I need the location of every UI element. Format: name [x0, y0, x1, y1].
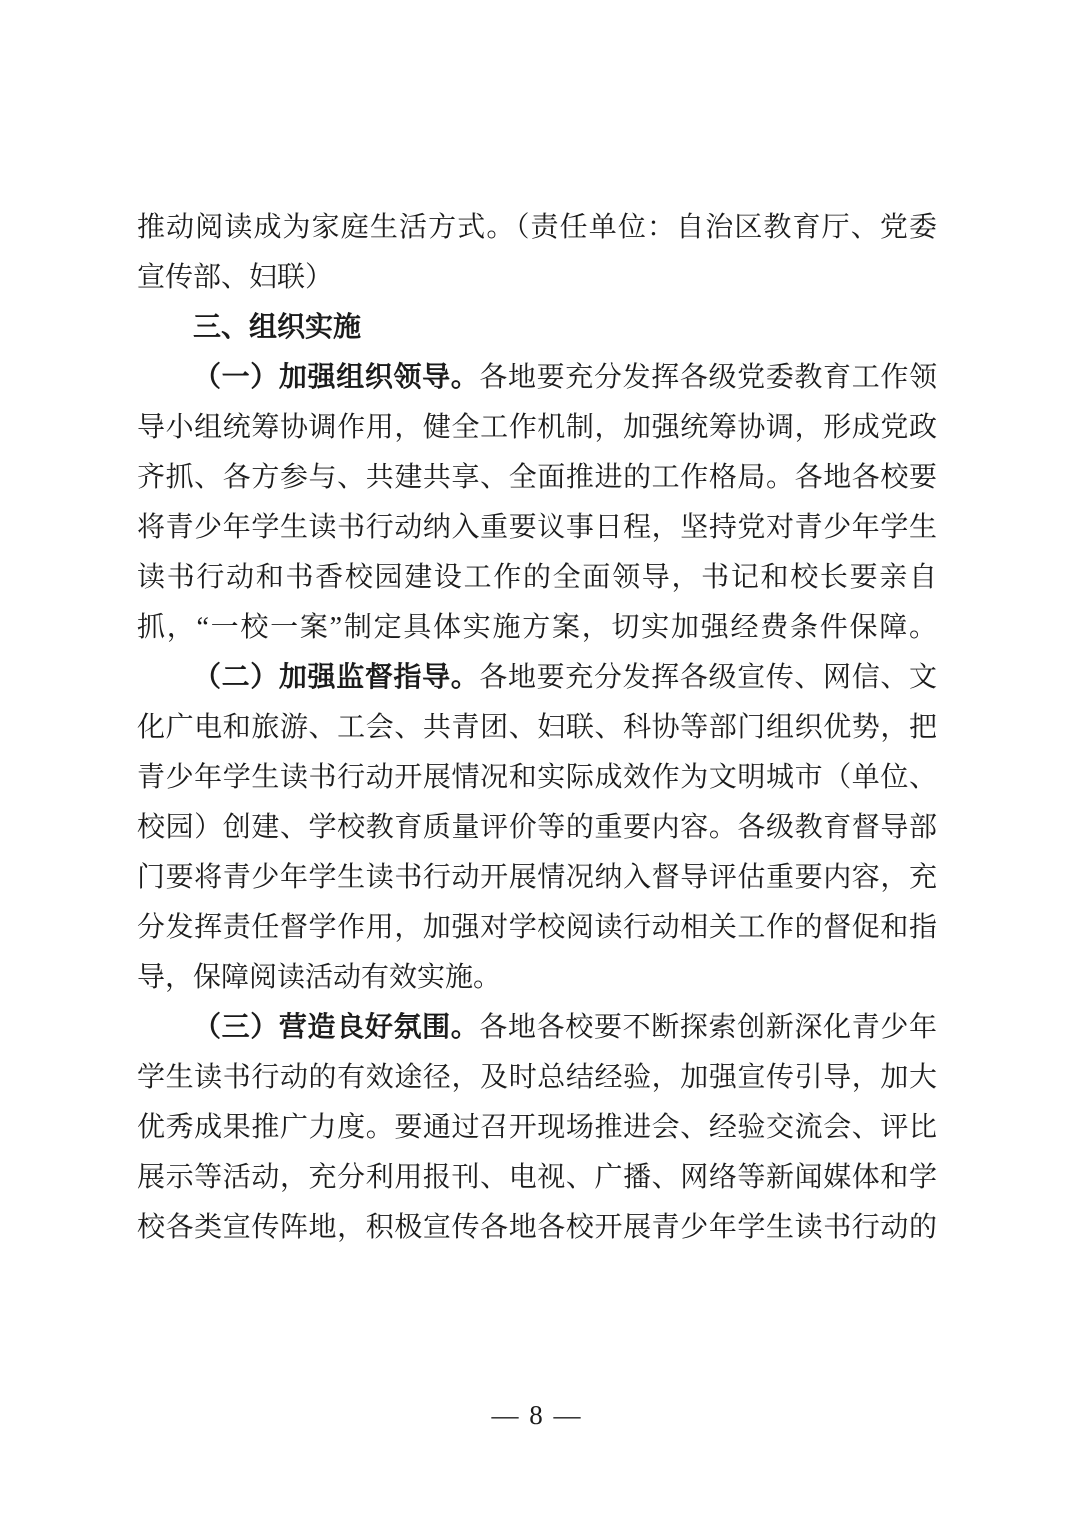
text-line	[137, 253, 937, 303]
text-run: 校园）创建、学校教育质量评价等的重要内容。各级教育督导部	[137, 812, 937, 843]
text-line	[137, 803, 937, 853]
text-line	[137, 1153, 937, 1203]
text-line	[137, 353, 937, 403]
text-run: 导小组统筹协调作用，健全工作机制，加强统筹协调，形成党政	[137, 412, 937, 443]
bold-run: （三）营造良好氛围。	[193, 1012, 480, 1043]
text-line	[137, 453, 937, 503]
text-line	[137, 1203, 937, 1253]
text-run: 各地各校要不断探索创新深化青少年	[479, 1012, 937, 1043]
text-run: 齐抓、各方参与、共建共享、全面推进的工作格局。各地各校要	[137, 462, 937, 493]
text-line	[137, 703, 937, 753]
text-line	[137, 1003, 937, 1053]
text-run: 宣传部、妇联）	[137, 262, 334, 293]
bold-run: 三、组织实施	[193, 312, 362, 343]
document-body	[137, 203, 937, 1253]
text-line	[137, 503, 937, 553]
text-run: 化广电和旅游、工会、共青团、妇联、科协等部门组织优势，把	[137, 712, 937, 743]
text-run: 校各类宣传阵地，积极宣传各地各校开展青少年学生读书行动的	[137, 1212, 937, 1243]
text-line	[137, 653, 937, 703]
text-line	[137, 903, 937, 953]
text-line	[137, 553, 937, 603]
text-line	[137, 853, 937, 903]
text-run: 抓，“一校一案”制定具体实施方案，切实加强经费条件保障。	[137, 612, 937, 643]
text-line	[137, 753, 937, 803]
text-run: 优秀成果推广力度。要通过召开现场推进会、经验交流会、评比	[137, 1112, 937, 1143]
text-line	[137, 1103, 937, 1153]
text-run: 将青少年学生读书行动纳入重要议事日程，坚持党对青少年学生	[137, 512, 937, 543]
bold-run: （一）加强组织领导。	[193, 362, 480, 393]
text-run: 读书行动和书香校园建设工作的全面领导，书记和校长要亲自	[137, 562, 937, 593]
text-line	[137, 603, 937, 653]
text-line	[137, 203, 937, 253]
section-heading	[137, 303, 937, 353]
text-run: 各地要充分发挥各级宣传、网信、文	[479, 662, 937, 693]
page-number: — 8 —	[491, 1400, 583, 1430]
text-run: 各地要充分发挥各级党委教育工作领	[479, 362, 937, 393]
text-run: 青少年学生读书行动开展情况和实际成效作为文明城市（单位、	[137, 762, 937, 793]
text-run: 门要将青少年学生读书行动开展情况纳入督导评估重要内容，充	[137, 862, 937, 893]
text-run: 学生读书行动的有效途径，及时总结经验，加强宣传引导，加大	[137, 1062, 937, 1093]
text-line	[137, 953, 937, 1003]
text-run: 分发挥责任督学作用，加强对学校阅读行动相关工作的督促和指	[137, 912, 937, 943]
text-run: 导，保障阅读活动有效实施。	[137, 962, 502, 993]
text-line	[137, 403, 937, 453]
text-run: 推动阅读成为家庭生活方式。（责任单位：自治区教育厅、党委	[137, 212, 937, 243]
text-line	[137, 1053, 937, 1103]
bold-run: （二）加强监督指导。	[193, 662, 480, 693]
text-run: 展示等活动，充分利用报刊、电视、广播、网络等新闻媒体和学	[137, 1162, 937, 1193]
